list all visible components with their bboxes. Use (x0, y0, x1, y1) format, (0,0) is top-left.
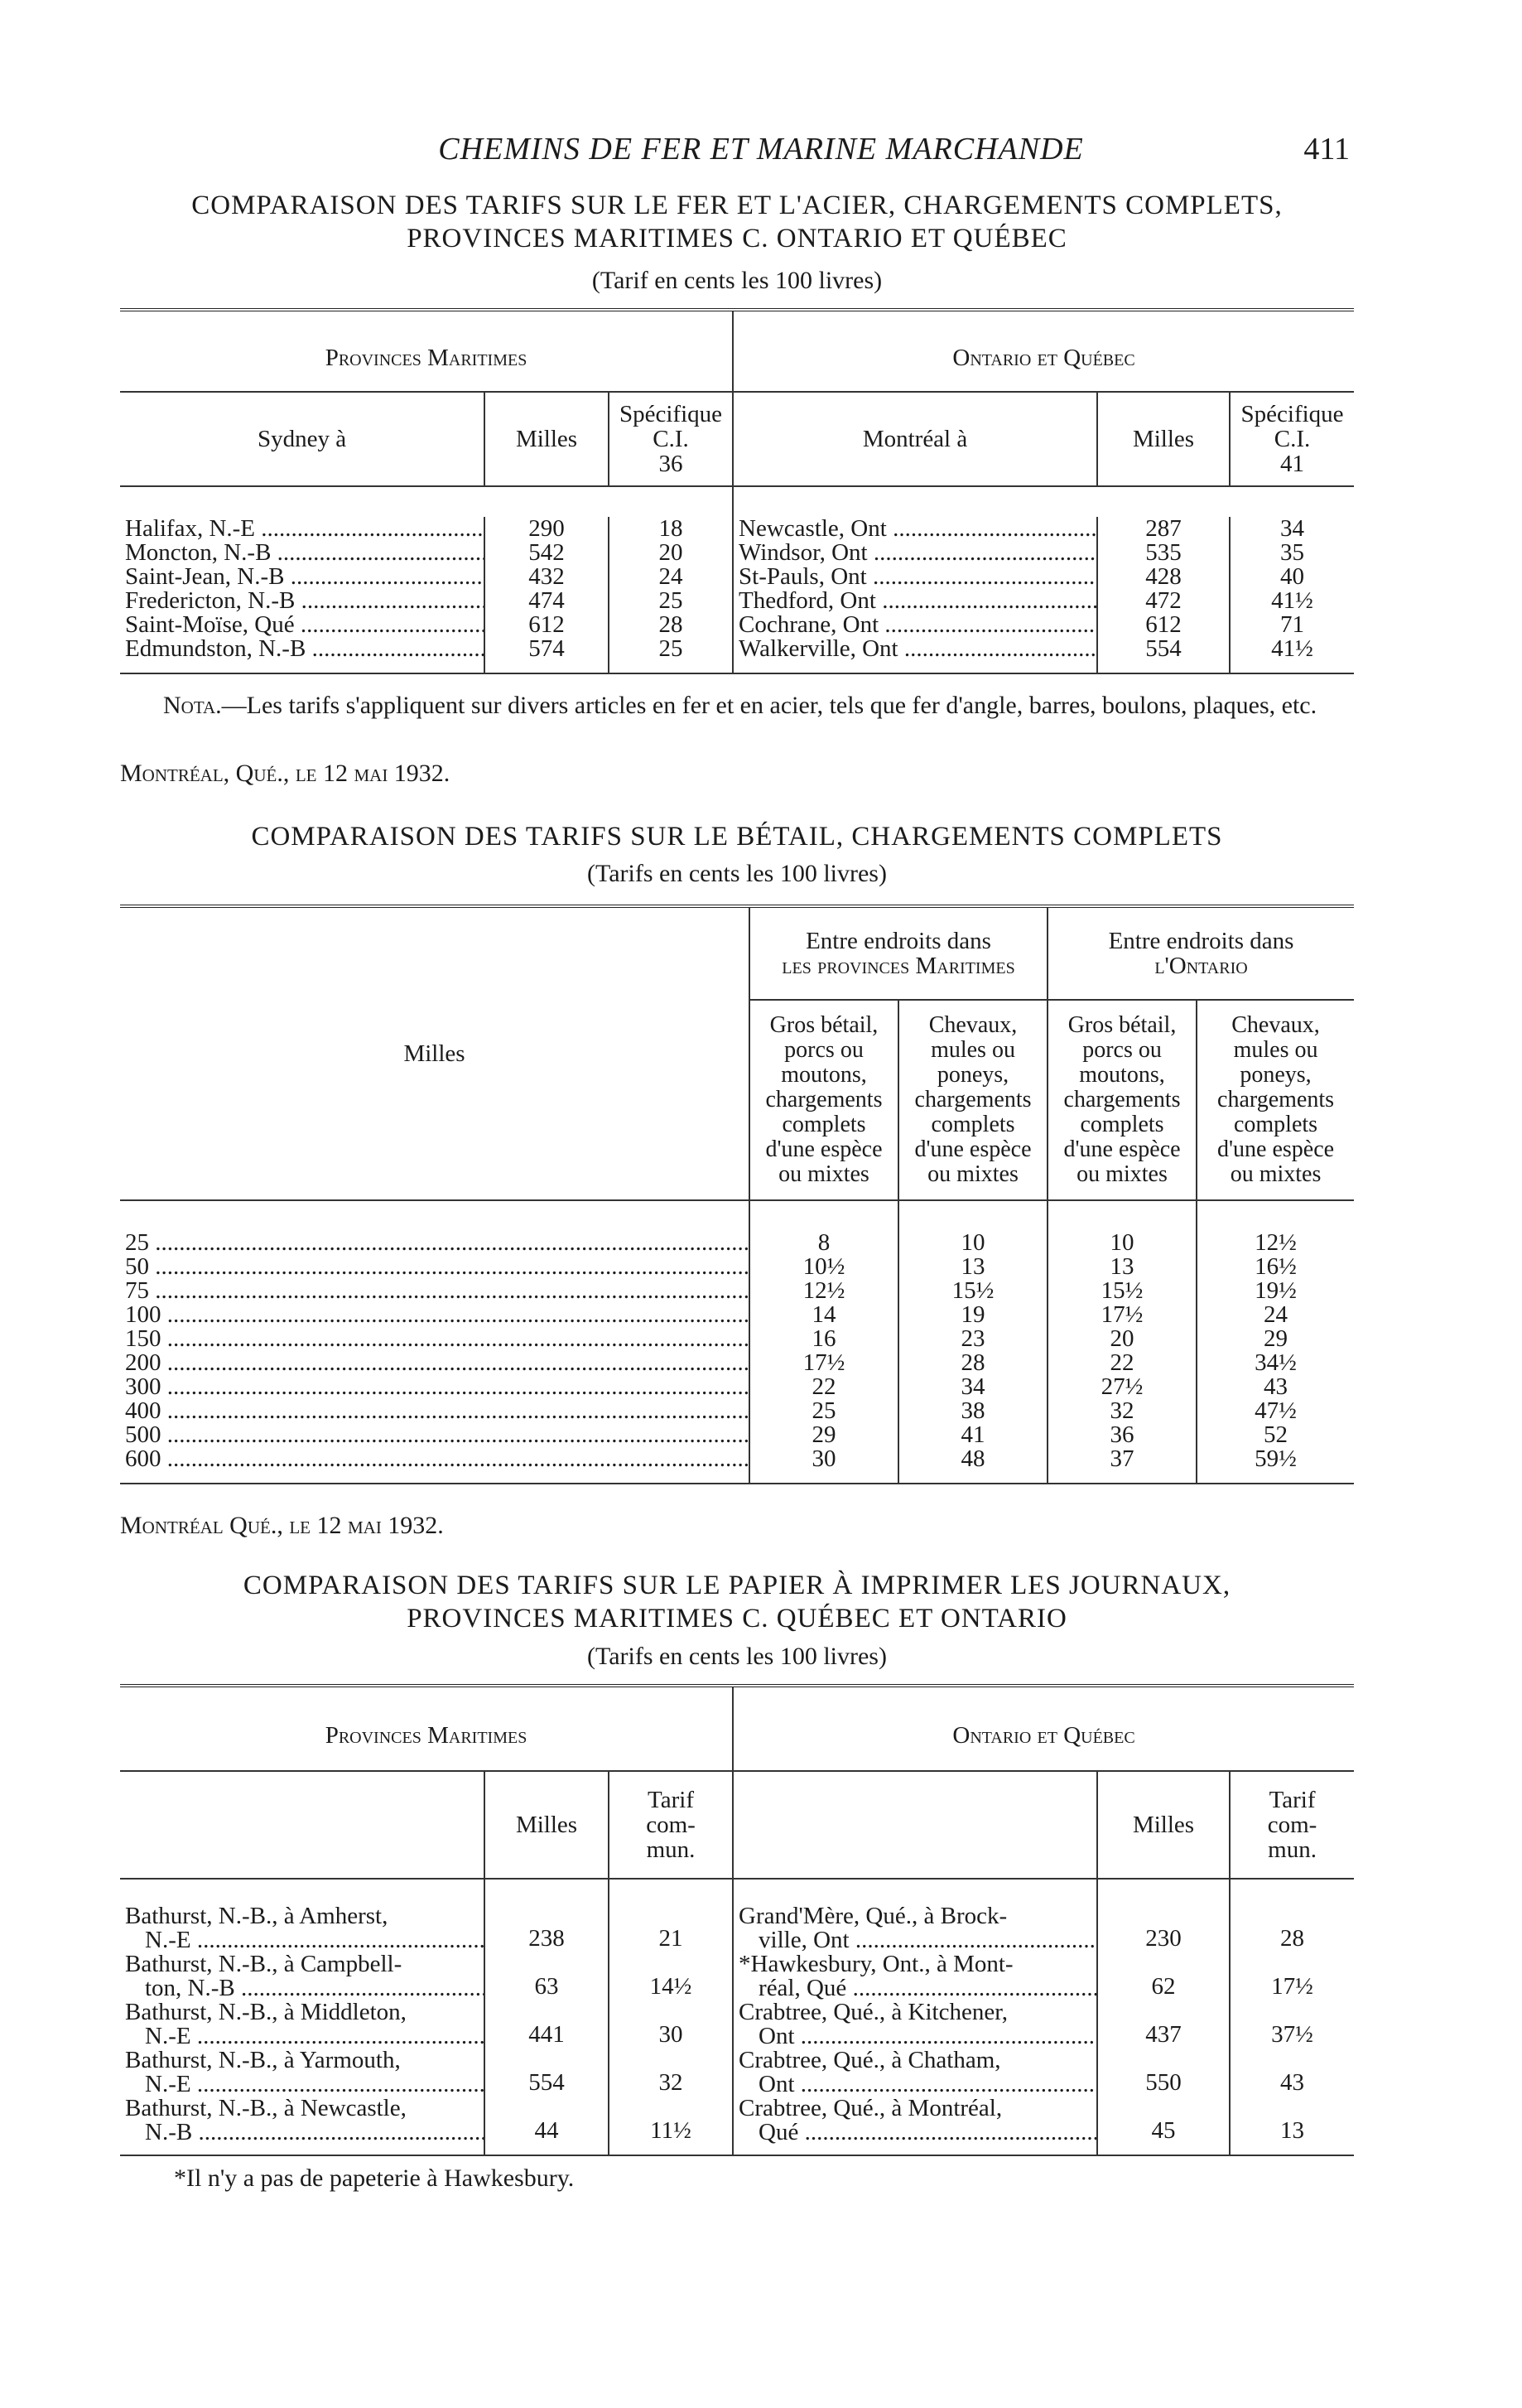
col-header-miles-right: Milles (1097, 392, 1230, 486)
cattle-l6: d'une espèce (1063, 1136, 1181, 1162)
rate-horses-ontario: 43 (1264, 1373, 1288, 1400)
destination-ontario: Thedford, Ont ..... (733, 589, 1097, 613)
page-number: 411 (1303, 132, 1350, 166)
section2-subtitle: (Tarifs en cents les 100 livres) (587, 860, 887, 887)
group-header-quebec-ontario: Ontario et Québec (733, 1686, 1354, 1771)
origin-maritimes: Saint-Moïse, Qué ..... (120, 613, 484, 637)
table-row (120, 2048, 1354, 2073)
tarif-l1: Tarif (1269, 1787, 1316, 1813)
spacer (484, 2145, 609, 2155)
spacer (609, 661, 733, 673)
table-row (120, 541, 1354, 565)
miles-left: 290 (484, 517, 609, 541)
rate-cattle-ontario: 37 (1048, 1447, 1197, 1471)
col-header-tarif-right (1230, 1771, 1354, 1879)
spacer (120, 2145, 484, 2155)
route-right-line2: Qué ..... (733, 2121, 1097, 2145)
rate-cattle-ontario: 20 (1048, 1327, 1197, 1351)
nota-text: —Les tarifs s'appliquent sur divers articles en fer et en acier, tels que fer d'angle, barres, boulons, plaques, etc. (221, 692, 1317, 719)
table-row (120, 565, 1354, 589)
rate-spec41: 41½ (1271, 587, 1313, 614)
route-left-line1: Bathurst, N.-B., à Yarmouth, (120, 2048, 484, 2073)
rate-spec36: 28 (658, 611, 683, 638)
col-header-miles-right: Milles (1097, 1771, 1230, 1879)
route-left-line2: ton, N.-B ..... (120, 1976, 484, 2000)
route-left-line1: Bathurst, N.-B., à Middleton, (120, 2000, 484, 2024)
section3-footnote: *Il n'y a pas de papeterie à Hawkesbury. (174, 2164, 575, 2192)
col-header-specific-36 (609, 392, 733, 486)
table-row (120, 1255, 1354, 1279)
cattle-l5: complets (782, 1112, 866, 1137)
rate-cattle-ontario: 17½ (1048, 1303, 1197, 1327)
table-row (120, 1399, 1354, 1423)
rate-cattle-maritimes: 14 (749, 1303, 898, 1327)
table-row (120, 589, 1354, 613)
tarif-left: 11½ (650, 2117, 691, 2144)
rate-cattle-ontario: 22 (1048, 1351, 1197, 1375)
miles-right: 428 (1097, 565, 1230, 589)
miles-left: 63 (484, 1952, 609, 2000)
rate-cattle-maritimes: 16 (749, 1327, 898, 1351)
rate-spec36: 25 (658, 587, 683, 614)
section3-subtitle: (Tarifs en cents les 100 livres) (587, 1643, 887, 1670)
group-right-line2: l'Ontario (1154, 953, 1248, 979)
spacer (749, 1200, 898, 1231)
miles-value: 500 ..... (120, 1423, 749, 1447)
rate-horses-maritimes: 15½ (898, 1279, 1048, 1303)
miles-left: 238 (484, 1904, 609, 1952)
tarif-left: 14½ (649, 1973, 692, 2000)
destination-ontario: Cochrane, Ont ..... (733, 613, 1097, 637)
rate-horses-ontario: 16½ (1255, 1253, 1297, 1280)
route-left-line2: N.-E ..... (120, 2073, 484, 2097)
rate-cattle-ontario: 36 (1048, 1423, 1197, 1447)
table-row (120, 1303, 1354, 1327)
horse-l7: ou mixtes (1230, 1161, 1322, 1187)
section3-rows (120, 1904, 1354, 2145)
rate-horses-maritimes: 28 (898, 1351, 1048, 1375)
miles-right: 550 (1097, 2048, 1230, 2097)
miles-value: 200 ..... (120, 1351, 749, 1375)
table-row (120, 1375, 1354, 1399)
route-left-line2: N.-E ..... (120, 1928, 484, 1952)
rate-horses-maritimes: 13 (898, 1255, 1048, 1279)
spacer (120, 1879, 484, 1904)
spacer (120, 1471, 749, 1484)
livestock-rates-table (120, 905, 1354, 1486)
route-left-line1: Bathurst, N.-B., à Amherst, (120, 1904, 484, 1928)
section3-title (120, 1569, 1354, 1635)
group-left-line2: les provinces Maritimes (782, 953, 1015, 979)
table-row (120, 1231, 1354, 1255)
section1-title-line1: COMPARAISON DES TARIFS SUR LE FER ET L'ACIER, CHARGEMENTS COMPLETS, (191, 191, 1283, 220)
miles-left: 612 (484, 613, 609, 637)
table-row (120, 1423, 1354, 1447)
col-header-horses-maritimes (898, 1000, 1048, 1200)
section1-place-date: Montréal, Qué., le 12 mai 1932. (120, 760, 450, 787)
route-right-line1: Crabtree, Qué., à Chatham, (733, 2048, 1097, 2073)
route-right-line2: Ont ..... (733, 2073, 1097, 2097)
rate-horses-ontario: 24 (1264, 1301, 1288, 1328)
table-row (120, 1327, 1354, 1351)
spec36-line1: Spécifique (619, 401, 723, 427)
route-right-line2: réal, Qué ..... (733, 1976, 1097, 2000)
miles-right: 287 (1097, 517, 1230, 541)
col-header-horses-ontario (1197, 1000, 1354, 1200)
spacer (484, 1879, 609, 1904)
spacer (1048, 1200, 1197, 1231)
spacer (120, 1200, 749, 1231)
miles-value: 300 ..... (120, 1375, 749, 1399)
horse-l7: ou mixtes (927, 1161, 1019, 1187)
miles-left: 474 (484, 589, 609, 613)
rate-horses-maritimes: 19 (898, 1303, 1048, 1327)
tarif-l1: Tarif (648, 1787, 694, 1813)
miles-right: 472 (1097, 589, 1230, 613)
miles-left: 44 (484, 2097, 609, 2145)
horse-l2: mules ou (1233, 1037, 1318, 1063)
route-right-line1: *Hawkesbury, Ont., à Mont- (733, 1952, 1097, 1976)
origin-maritimes: Fredericton, N.-B ..... (120, 589, 484, 613)
table-row (120, 637, 1354, 661)
spacer (733, 2145, 1097, 2155)
miles-left: 441 (484, 2000, 609, 2048)
rate-cattle-maritimes: 12½ (749, 1279, 898, 1303)
rate-spec36: 24 (658, 563, 683, 590)
spacer (1097, 661, 1230, 673)
spacer (120, 486, 733, 517)
rate-horses-ontario: 59½ (1255, 1445, 1297, 1472)
group-header-maritimes: Provinces Maritimes (120, 1686, 733, 1771)
route-left-line1: Bathurst, N.-B., à Campbell- (120, 1952, 484, 1976)
rate-cattle-ontario: 27½ (1048, 1375, 1197, 1399)
cattle-l4: chargements (765, 1087, 883, 1112)
tarif-right: 43 (1280, 2069, 1305, 2096)
origin-maritimes: Saint-Jean, N.-B ..... (120, 565, 484, 589)
spacer (733, 1879, 1097, 1904)
col-header-montreal: Montréal à (733, 392, 1097, 486)
spec41-line2: C.I. (1274, 426, 1311, 452)
tarif-right: 37½ (1271, 2021, 1313, 2048)
rate-horses-ontario: 47½ (1255, 1397, 1297, 1424)
rate-horses-ontario: 19½ (1255, 1277, 1297, 1304)
miles-right: 62 (1097, 1952, 1230, 2000)
rate-horses-maritimes: 41 (898, 1423, 1048, 1447)
spacer (609, 1879, 733, 1904)
table-row (120, 1952, 1354, 1976)
rate-horses-maritimes: 38 (898, 1399, 1048, 1423)
section2-title: COMPARAISON DES TARIFS SUR LE BÉTAIL, CHARGEMENTS COMPLETS (251, 822, 1223, 852)
tarif-l3: mun. (646, 1836, 696, 1863)
spacer (1197, 1200, 1354, 1231)
rate-cattle-maritimes: 10½ (749, 1255, 898, 1279)
nota-label: Nota. (163, 692, 222, 719)
rate-cattle-maritimes: 17½ (749, 1351, 898, 1375)
miles-right: 45 (1097, 2097, 1230, 2145)
miles-right: 612 (1097, 613, 1230, 637)
miles-value: 75 ..... (120, 1279, 749, 1303)
group-right-line1: Entre endroits dans (1108, 928, 1294, 954)
rate-cattle-maritimes: 8 (749, 1231, 898, 1255)
route-right-line1: Crabtree, Qué., à Montréal, (733, 2097, 1097, 2121)
route-right-line1: Crabtree, Qué., à Kitchener, (733, 2000, 1097, 2024)
rate-cattle-maritimes: 25 (749, 1399, 898, 1423)
miles-right: 535 (1097, 541, 1230, 565)
miles-value: 400 ..... (120, 1399, 749, 1423)
origin-maritimes: Moncton, N.-B ..... (120, 541, 484, 565)
rate-horses-ontario: 12½ (1255, 1229, 1297, 1256)
section1-title-line2: PROVINCES MARITIMES C. ONTARIO ET QUÉBEC (407, 224, 1067, 253)
rate-spec36: 25 (658, 635, 683, 662)
horse-l4: chargements (1217, 1087, 1335, 1112)
table-row (120, 2097, 1354, 2121)
col-header-blank-left (120, 1771, 484, 1879)
rate-spec41: 41½ (1271, 635, 1313, 662)
spec36-line3: 36 (658, 451, 683, 477)
col-header-miles-left: Milles (484, 392, 609, 486)
tarif-left: 32 (658, 2069, 683, 2096)
miles-right: 554 (1097, 637, 1230, 661)
rate-cattle-ontario: 15½ (1048, 1279, 1197, 1303)
spacer (1197, 1471, 1354, 1484)
route-right-line2: Ont ..... (733, 2024, 1097, 2048)
running-head (0, 124, 1522, 174)
miles-left: 574 (484, 637, 609, 661)
origin-maritimes: Edmundston, N.-B ..... (120, 637, 484, 661)
spacer (484, 661, 609, 673)
spacer (733, 486, 1354, 517)
rate-spec41: 35 (1280, 539, 1305, 566)
route-right-line2: ville, Ont ..... (733, 1928, 1097, 1952)
rate-cattle-maritimes: 22 (749, 1375, 898, 1399)
table-row (120, 1447, 1354, 1471)
miles-value: 150 ..... (120, 1327, 749, 1351)
spacer (1230, 2145, 1354, 2155)
rate-horses-ontario: 29 (1264, 1325, 1288, 1352)
group-header-ontario (1048, 906, 1354, 1000)
spacer (898, 1471, 1048, 1484)
destination-ontario: St-Pauls, Ont ..... (733, 565, 1097, 589)
section3-title-line2: PROVINCES MARITIMES C. QUÉBEC ET ONTARIO (407, 1604, 1067, 1633)
spacer (120, 661, 484, 673)
spacer (609, 2145, 733, 2155)
route-right-line1: Grand'Mère, Qué., à Brock- (733, 1904, 1097, 1928)
rate-horses-ontario: 52 (1264, 1421, 1288, 1448)
col-header-blank-right (733, 1771, 1097, 1879)
miles-value: 100 ..... (120, 1303, 749, 1327)
spacer (733, 661, 1097, 673)
destination-ontario: Newcastle, Ont ..... (733, 517, 1097, 541)
horse-l1: Chevaux, (1231, 1012, 1320, 1038)
spec41-line3: 41 (1280, 451, 1305, 477)
tarif-l2: com- (1267, 1812, 1317, 1838)
col-header-miles-left: Milles (484, 1771, 609, 1879)
cattle-l4: chargements (1063, 1087, 1181, 1112)
table-row (120, 1351, 1354, 1375)
horse-l3: poneys, (1240, 1062, 1312, 1088)
miles-value: 600 ..... (120, 1447, 749, 1471)
newsprint-rates-table (120, 1684, 1354, 2158)
spacer (1048, 1471, 1197, 1484)
rate-horses-ontario: 34½ (1255, 1349, 1297, 1376)
route-left-line1: Bathurst, N.-B., à Newcastle, (120, 2097, 484, 2121)
group-header-maritimes: Provinces Maritimes (120, 310, 733, 392)
rate-horses-maritimes: 34 (898, 1375, 1048, 1399)
spacer (1230, 661, 1354, 673)
section1-subtitle: (Tarif en cents les 100 livres) (591, 267, 883, 294)
rate-cattle-ontario: 13 (1048, 1255, 1197, 1279)
table-row (120, 1904, 1354, 1928)
table-rule (120, 673, 1354, 676)
table-rule (120, 1484, 1354, 1486)
table-row (120, 1279, 1354, 1303)
cattle-l1: Gros bétail, (1067, 1012, 1177, 1038)
table-row (120, 517, 1354, 541)
table-row (120, 2000, 1354, 2024)
section1-title (120, 189, 1354, 255)
horse-l6: d'une espèce (914, 1136, 1032, 1162)
tarif-left: 21 (658, 1925, 683, 1952)
miles-left: 432 (484, 565, 609, 589)
horse-l6: d'une espèce (1216, 1136, 1335, 1162)
cattle-l1: Gros bétail, (769, 1012, 879, 1038)
cattle-l7: ou mixtes (778, 1161, 869, 1187)
spacer (749, 1471, 898, 1484)
rate-horses-maritimes: 10 (898, 1231, 1048, 1255)
cattle-l3: moutons, (781, 1062, 867, 1088)
col-header-miles: Milles (120, 906, 749, 1200)
spacer (1230, 1879, 1354, 1904)
cattle-l2: porcs ou (1082, 1037, 1162, 1063)
section2-rows (120, 1231, 1354, 1471)
destination-ontario: Walkerville, Ont ..... (733, 637, 1097, 661)
origin-maritimes: Halifax, N.-E ..... (120, 517, 484, 541)
rate-horses-maritimes: 48 (898, 1447, 1048, 1471)
tarif-right: 13 (1280, 2117, 1305, 2144)
horse-l1: Chevaux, (928, 1012, 1018, 1038)
rate-cattle-ontario: 32 (1048, 1399, 1197, 1423)
tarif-right: 17½ (1271, 1973, 1313, 2000)
rate-spec41: 40 (1280, 563, 1305, 590)
col-header-cattle-ontario (1048, 1000, 1197, 1200)
rate-horses-maritimes: 23 (898, 1327, 1048, 1351)
rate-cattle-maritimes: 29 (749, 1423, 898, 1447)
miles-left: 542 (484, 541, 609, 565)
iron-steel-rates-table (120, 308, 1354, 676)
col-header-cattle-maritimes (749, 1000, 898, 1200)
group-header-maritimes (749, 906, 1048, 1000)
table-row (120, 613, 1354, 637)
tarif-l2: com- (646, 1812, 696, 1838)
miles-value: 50 ..... (120, 1255, 749, 1279)
col-header-tarif-left (609, 1771, 733, 1879)
cattle-l2: porcs ou (784, 1037, 864, 1063)
col-header-sydney: Sydney à (120, 392, 484, 486)
miles-left: 554 (484, 2048, 609, 2097)
cattle-l6: d'une espèce (765, 1136, 883, 1162)
rate-spec41: 71 (1280, 611, 1305, 638)
spec41-line1: Spécifique (1240, 401, 1344, 427)
miles-right: 437 (1097, 2000, 1230, 2048)
horse-l5: complets (931, 1112, 1015, 1137)
route-left-line2: N.-E ..... (120, 2024, 484, 2048)
horse-l4: chargements (914, 1087, 1032, 1112)
section1-rows (120, 517, 1354, 661)
spec36-line2: C.I. (653, 426, 689, 452)
section1-nota (120, 689, 1354, 722)
cattle-l3: moutons, (1079, 1062, 1165, 1088)
group-left-line1: Entre endroits dans (806, 928, 991, 954)
cattle-l7: ou mixtes (1076, 1161, 1168, 1187)
cattle-l5: complets (1080, 1112, 1164, 1137)
rate-spec41: 34 (1280, 515, 1305, 542)
spacer (1097, 2145, 1230, 2155)
tarif-right: 28 (1280, 1925, 1305, 1952)
section3-title-line1: COMPARAISON DES TARIFS SUR LE PAPIER À IMPRIMER LES JOURNAUX, (243, 1571, 1231, 1600)
tarif-left: 30 (658, 2021, 683, 2048)
rate-spec36: 20 (658, 539, 683, 566)
section2-place-date: Montréal Qué., le 12 mai 1932. (120, 1512, 444, 1539)
horse-l5: complets (1233, 1112, 1318, 1137)
rate-spec36: 18 (658, 515, 683, 542)
table-rule (120, 2155, 1354, 2158)
col-header-specific-41 (1230, 392, 1354, 486)
spacer (898, 1200, 1048, 1231)
horse-l3: poneys, (937, 1062, 1009, 1088)
route-left-line2: N.-B ..... (120, 2121, 484, 2145)
miles-right: 230 (1097, 1904, 1230, 1952)
destination-ontario: Windsor, Ont ..... (733, 541, 1097, 565)
rate-cattle-maritimes: 30 (749, 1447, 898, 1471)
spacer (1097, 1879, 1230, 1904)
tarif-l3: mun. (1268, 1836, 1317, 1863)
rate-cattle-ontario: 10 (1048, 1231, 1197, 1255)
group-header-ontario-quebec: Ontario et Québec (733, 310, 1354, 392)
miles-value: 25 ..... (120, 1231, 749, 1255)
horse-l2: mules ou (931, 1037, 1015, 1063)
running-title: CHEMINS DE FER ET MARINE MARCHANDE (438, 132, 1084, 166)
